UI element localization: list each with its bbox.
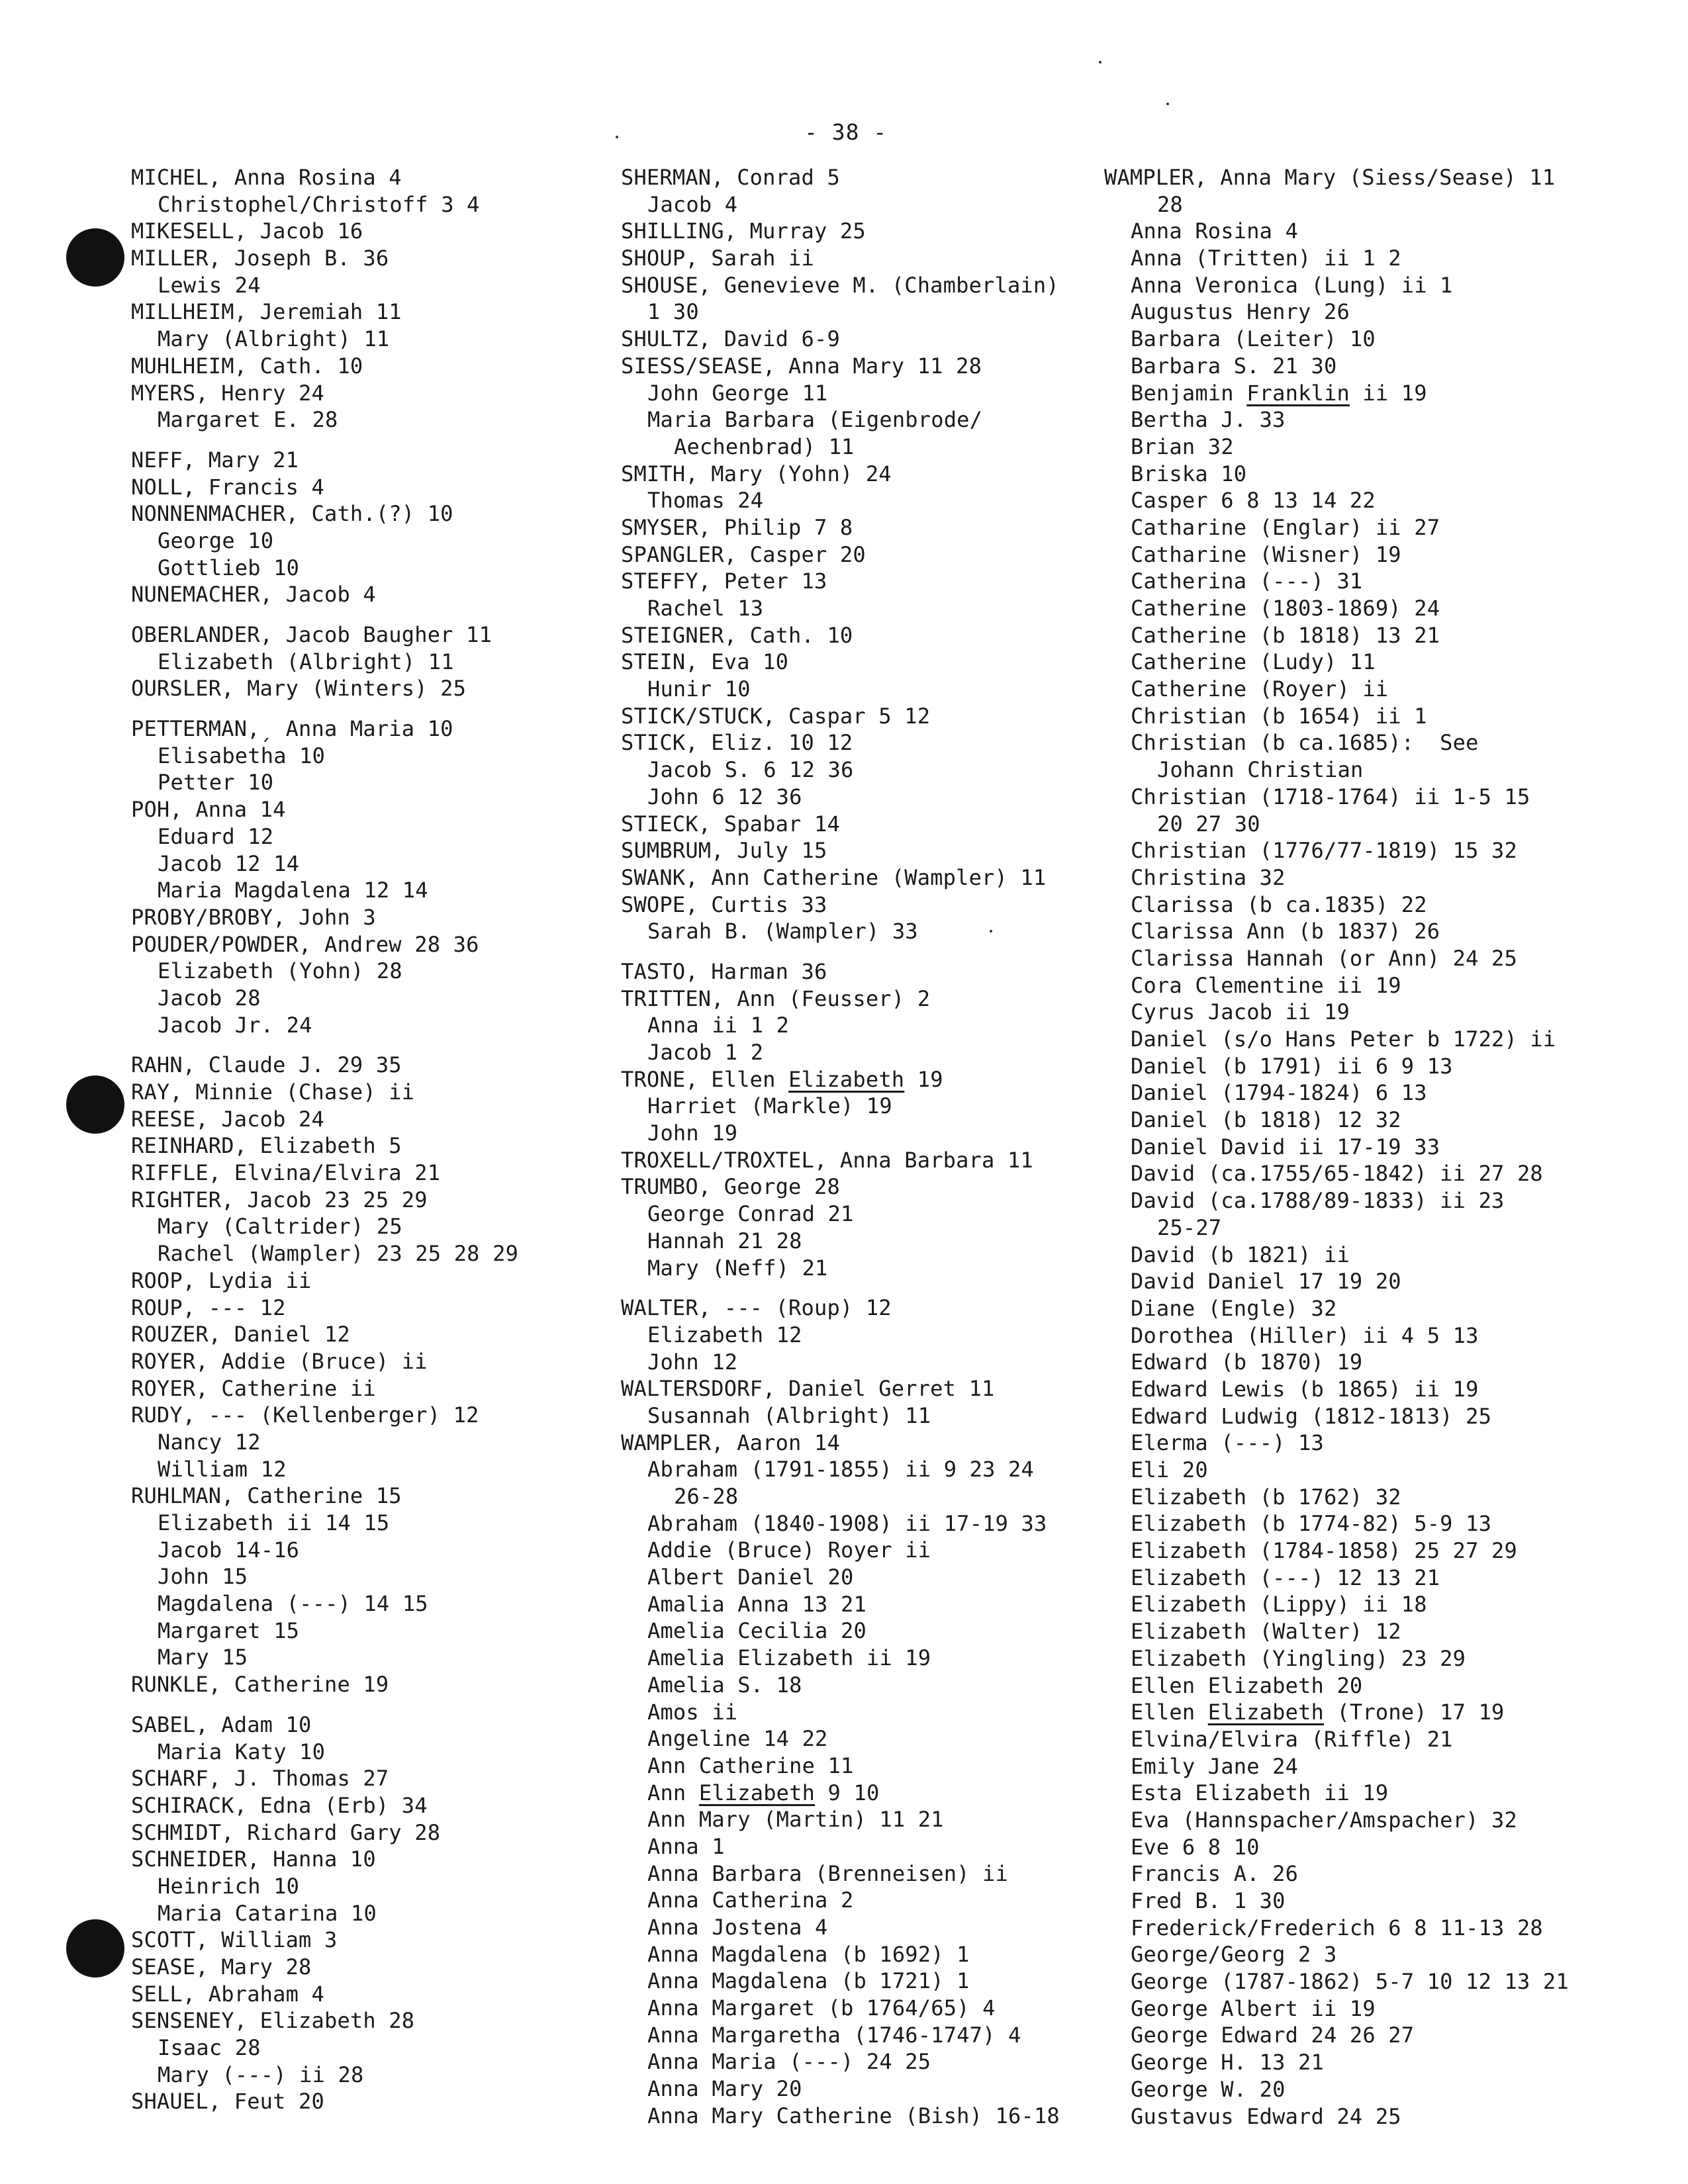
index-subentry: Elizabeth ii 14 15 [158, 1510, 390, 1535]
index-entry: TASTO, Harman 36 [621, 958, 827, 984]
index-subentry: Addie (Bruce) Royer ii [647, 1537, 931, 1563]
index-subentry: Catherine (Royer) ii [1131, 676, 1389, 702]
index-subentry: Christian (1718-1764) ii 1-5 15 [1131, 784, 1530, 809]
index-subentry: Gottlieb 10 [158, 555, 300, 580]
index-subentry: Ann Catherine 11 [647, 1752, 854, 1778]
index-subentry: Nancy 12 [158, 1429, 261, 1455]
index-subentry: Christian (b ca.1685): See [1131, 730, 1479, 756]
index-subentry: Clarissa Hannah (or Ann) 24 25 [1131, 945, 1517, 971]
index-entry: SHILLING, Murray 25 [621, 218, 866, 244]
index-subentry: George 10 [158, 527, 274, 553]
index-subentry: Jacob 28 [158, 985, 261, 1011]
index-subentry: 28 [1157, 191, 1183, 217]
index-entry: SABEL, Adam 10 [131, 1711, 312, 1737]
index-entry: STEIGNER, Cath. 10 [621, 622, 853, 648]
index-subentry: John 19 [647, 1120, 738, 1146]
index-subentry: Elisabetha 10 [158, 743, 326, 768]
index-subentry: Angeline 14 22 [647, 1726, 828, 1752]
index-entry: SHERMAN, Conrad 5 [621, 165, 840, 190]
index-subentry: Anna Maria (---) 24 25 [647, 2049, 931, 2075]
index-subentry: Eva (Hannspacher/Amspacher) 32 [1131, 1807, 1517, 1833]
index-entry: SENSENEY, Elizabeth 28 [131, 2008, 415, 2034]
index-subentry: Anna Veronica (Lung) ii 1 [1131, 272, 1453, 298]
index-subentry: John 15 [158, 1564, 248, 1590]
index-entry: WAMPLER, Anna Mary (Siess/Sease) 11 [1104, 165, 1556, 190]
index-subentry: 26-28 [674, 1484, 739, 1509]
index-subentry: Anna Catherina 2 [647, 1888, 854, 1913]
index-entry: SHULTZ, David 6-9 [621, 326, 840, 352]
index-entry: MILLHEIM, Jeremiah 11 [131, 299, 402, 325]
index-subentry: Barbara (Leiter) 10 [1131, 326, 1376, 352]
index-subentry: Anna Magdalena (b 1721) 1 [647, 1968, 970, 1994]
index-subentry: Mary (Caltrider) 25 [158, 1214, 402, 1240]
index-subentry: Daniel (s/o Hans Peter b 1722) ii [1131, 1026, 1556, 1052]
index-entry: ROYER, Catherine ii [131, 1375, 376, 1401]
index-subentry: Anna Barbara (Brenneisen) ii [647, 1860, 1009, 1886]
index-subentry: Heinrich 10 [158, 1873, 300, 1899]
index-entry: NOLL, Francis 4 [131, 474, 324, 500]
index-entry: WALTERSDORF, Daniel Gerret 11 [621, 1376, 995, 1402]
index-subentry: Frederick/Frederich 6 8 11-13 28 [1131, 1915, 1543, 1940]
index-entry: STEIN, Eva 10 [621, 649, 789, 675]
index-subentry: Catherine (b 1818) 13 21 [1131, 622, 1440, 648]
index-entry: RUDY, --- (Kellenberger) 12 [131, 1402, 479, 1428]
index-subentry: Mary (---) ii 28 [158, 2062, 364, 2087]
index-subentry: Lewis 24 [158, 272, 261, 298]
index-subentry: Daniel (b 1818) 12 32 [1131, 1107, 1401, 1133]
index-entry: SUMBRUM, July 15 [621, 838, 827, 864]
index-subentry: Elizabeth (Lippy) ii 18 [1131, 1592, 1427, 1617]
index-entry: RUHLMAN, Catherine 15 [131, 1483, 402, 1509]
index-entry: TRUMBO, George 28 [621, 1174, 840, 1200]
index-subentry: David Daniel 17 19 20 [1131, 1269, 1401, 1295]
index-entry: NONNENMACHER, Cath.(?) 10 [131, 501, 453, 527]
index-column-middle [621, 164, 1084, 2130]
index-subentry: Elizabeth (Yingling) 23 29 [1131, 1645, 1466, 1671]
index-subentry: Ellen Elizabeth 20 [1131, 1672, 1363, 1698]
index-subentry: Sarah B. (Wampler) 33 [647, 919, 918, 944]
index-subentry: Anna Jostena 4 [647, 1915, 828, 1940]
index-subentry: Catherine (Ludy) 11 [1131, 649, 1376, 675]
index-subentry: Anna ii 1 2 [647, 1013, 790, 1038]
index-subentry: Benjamin Franklin ii 19 [1131, 380, 1427, 406]
section-gap [131, 1038, 594, 1052]
index-subentry: Anna (Tritten) ii 1 2 [1131, 246, 1401, 271]
index-subentry: David (ca.1755/65-1842) ii 27 28 [1131, 1161, 1543, 1187]
index-entry: SEASE, Mary 28 [131, 1954, 312, 1979]
index-subentry: Mary (Albright) 11 [158, 326, 390, 352]
index-subentry: Ann Mary (Martin) 11 21 [647, 1807, 944, 1833]
index-subentry: Elizabeth (1784-1858) 25 27 29 [1131, 1538, 1517, 1564]
index-entry: TRONE, Ellen Elizabeth 19 [621, 1066, 943, 1092]
index-entry: MILLER, Joseph B. 36 [131, 246, 389, 271]
index-subentry: David (b 1821) ii [1131, 1242, 1350, 1267]
index-subentry: Christophel/Christoff 3 4 [158, 191, 480, 217]
index-subentry: Hunir 10 [647, 676, 751, 702]
index-subentry: David (ca.1788/89-1833) ii 23 [1131, 1188, 1505, 1214]
underlined-name: Franklin [1246, 380, 1350, 406]
index-subentry: Rachel 13 [647, 596, 764, 621]
index-entry: SCHARF, J. Thomas 27 [131, 1766, 389, 1792]
binder-hole [66, 1075, 124, 1134]
index-subentry: Eve 6 8 10 [1131, 1834, 1260, 1860]
index-subentry: Daniel David ii 17-19 33 [1131, 1134, 1440, 1160]
index-entry: STEFFY, Peter 13 [621, 569, 827, 594]
page-number: - 38 - [804, 119, 888, 145]
index-entry: SELL, Abraham 4 [131, 1981, 324, 2007]
index-subentry: Mary 15 [158, 1645, 248, 1670]
index-subentry: Brian 32 [1131, 433, 1234, 459]
index-subentry: Briska 10 [1131, 461, 1247, 486]
index-subentry: Anna Margaret (b 1764/65) 4 [647, 1995, 996, 2021]
index-subentry: Amos ii [647, 1699, 738, 1725]
index-subentry: Anna Rosina 4 [1131, 218, 1299, 244]
index-subentry: Rachel (Wampler) 23 25 28 29 [158, 1241, 519, 1267]
index-subentry: John 6 12 36 [647, 784, 802, 809]
index-entry: PROBY/BROBY, John 3 [131, 904, 376, 930]
index-subentry: Elizabeth 12 [647, 1322, 802, 1347]
index-subentry: Cyrus Jacob ii 19 [1131, 999, 1350, 1025]
index-subentry: Anna 1 [647, 1833, 725, 1859]
index-subentry: Diane (Engle) 32 [1131, 1295, 1337, 1321]
index-subentry: Barbara S. 21 30 [1131, 353, 1337, 379]
index-subentry: Anna Mary Catherine (Bish) 16-18 [647, 2103, 1060, 2128]
index-entry: SCHIRACK, Edna (Erb) 34 [131, 1792, 428, 1818]
section-gap [131, 702, 594, 715]
index-entry: RIFFLE, Elvina/Elvira 21 [131, 1160, 441, 1186]
index-entry: MYERS, Henry 24 [131, 380, 324, 406]
index-subentry: Catherina (---) 31 [1131, 569, 1363, 594]
index-entry: OBERLANDER, Jacob Baugher 11 [131, 622, 492, 647]
index-subentry: Jacob 4 [647, 191, 738, 217]
index-subentry: Jacob Jr. 24 [158, 1012, 312, 1038]
index-subentry: Dorothea (Hiller) ii 4 5 13 [1131, 1322, 1479, 1348]
index-entry: PETTERMAN,ˏ Anna Maria 10 [131, 716, 453, 742]
index-subentry: Magdalena (---) 14 15 [158, 1591, 428, 1617]
index-subentry: George W. 20 [1131, 2076, 1286, 2102]
index-subentry: George Conrad 21 [647, 1201, 854, 1227]
index-entry: WAMPLER, Aaron 14 [621, 1430, 840, 1455]
index-column-left [131, 164, 594, 2115]
index-subentry: Clarissa Ann (b 1837) 26 [1131, 919, 1440, 944]
scan-speck [1099, 61, 1102, 64]
index-subentry: William 12 [158, 1456, 287, 1482]
index-subentry: Jacob 14-16 [158, 1537, 300, 1563]
index-subentry: Abraham (1791-1855) ii 9 23 24 [647, 1457, 1034, 1482]
index-subentry: Maria Catarina 10 [158, 1900, 377, 1926]
index-subentry: Aechenbrad) 11 [674, 433, 855, 459]
index-entry: RAY, Minnie (Chase) ii [131, 1079, 415, 1105]
index-entry: STICK, Eliz. 10 12 [621, 730, 853, 756]
index-subentry: Isaac 28 [158, 2035, 261, 2061]
index-entry: NEFF, Mary 21 [131, 447, 299, 473]
scan-speck [1166, 103, 1169, 105]
index-subentry: George Albert ii 19 [1131, 1995, 1376, 2021]
index-subentry: Margaret E. 28 [158, 407, 338, 433]
index-subentry: George/Georg 2 3 [1131, 1942, 1337, 1968]
index-subentry: Christian (1776/77-1819) 15 32 [1131, 838, 1517, 864]
index-subentry: Eduard 12 [158, 823, 274, 849]
index-entry: ROUP, --- 12 [131, 1295, 286, 1320]
index-subentry: Johann Christian [1157, 757, 1364, 783]
index-subentry: Margaret 15 [158, 1617, 300, 1643]
index-subentry: Catharine (Wisner) 19 [1131, 541, 1401, 567]
index-entry: SWANK, Ann Catherine (Wampler) 11 [621, 864, 1047, 890]
index-subentry: Hannah 21 28 [647, 1228, 802, 1253]
index-subentry: John George 11 [647, 380, 828, 406]
index-subentry: Amelia S. 18 [647, 1672, 802, 1698]
index-subentry: Catharine (Englar) ii 27 [1131, 514, 1440, 540]
index-subentry: Amelia Elizabeth ii 19 [647, 1645, 931, 1671]
index-entry: SHOUP, Sarah ii [621, 246, 814, 271]
index-subentry: Petter 10 [158, 770, 274, 796]
underlined-name: Elizabeth [1207, 1700, 1324, 1725]
index-subentry: Elizabeth (Walter) 12 [1131, 1619, 1401, 1645]
index-subentry: Eli 20 [1131, 1457, 1208, 1482]
index-entry: TRITTEN, Ann (Feusser) 2 [621, 985, 931, 1011]
index-subentry: Daniel (1794-1824) 6 13 [1131, 1080, 1427, 1106]
index-entry: SPANGLER, Casper 20 [621, 541, 866, 567]
index-column-right [1104, 164, 1647, 2130]
index-subentry: Anna Magdalena (b 1692) 1 [647, 1941, 970, 1967]
index-entry: RAHN, Claude J. 29 35 [131, 1052, 402, 1078]
index-subentry: Catherine (1803-1869) 24 [1131, 596, 1440, 621]
index-subentry: Maria Barbara (Eigenbrode/ [647, 407, 983, 433]
index-entry: MICHEL, Anna Rosina 4 [131, 165, 402, 190]
index-subentry: John 12 [647, 1349, 738, 1375]
index-entry: TROXELL/TROXTEL, Anna Barbara 11 [621, 1147, 1033, 1173]
index-subentry: Ann Elizabeth 9 10 [647, 1780, 880, 1805]
index-entry: ROUZER, Daniel 12 [131, 1322, 350, 1347]
index-entry: POUDER/POWDER, Andrew 28 36 [131, 931, 479, 957]
index-subentry: Mary (Neff) 21 [647, 1255, 828, 1281]
index-subentry: Albert Daniel 20 [647, 1565, 854, 1590]
binder-hole [66, 228, 124, 287]
index-entry: RIGHTER, Jacob 23 25 29 [131, 1187, 428, 1212]
index-entry: POH, Anna 14 [131, 797, 286, 823]
index-subentry: Clarissa (b ca.1835) 22 [1131, 891, 1427, 917]
index-subentry: Elvina/Elvira (Riffle) 21 [1131, 1726, 1453, 1752]
index-subentry: Cora Clementine ii 19 [1131, 972, 1401, 998]
index-subentry: Edward Lewis (b 1865) ii 19 [1131, 1376, 1479, 1402]
index-entry: STIECK, Spabar 14 [621, 811, 840, 837]
index-subentry: George Edward 24 26 27 [1131, 2023, 1415, 2048]
index-entry: REINHARD, Elizabeth 5 [131, 1133, 402, 1159]
index-subentry: Augustus Henry 26 [1131, 299, 1350, 325]
underlined-name: Elizabeth [788, 1066, 905, 1092]
index-subentry: Susannah (Albright) 11 [647, 1402, 931, 1428]
index-subentry: George (1787-1862) 5-7 10 12 13 21 [1131, 1969, 1569, 1995]
index-subentry: Jacob 12 14 [158, 850, 300, 876]
index-subentry: Ellen Elizabeth (Trone) 17 19 [1131, 1700, 1505, 1725]
section-gap [621, 945, 1084, 958]
index-subentry: Amalia Anna 13 21 [647, 1591, 867, 1617]
index-entry: ROOP, Lydia ii [131, 1267, 312, 1293]
index-entry: SMYSER, Philip 7 8 [621, 514, 853, 540]
index-subentry: Emily Jane 24 [1131, 1753, 1299, 1779]
index-entry: SWOPE, Curtis 33 [621, 891, 827, 917]
scan-speck [616, 136, 618, 138]
index-subentry: Edward Ludwig (1812-1813) 25 [1131, 1403, 1492, 1429]
index-entry: SCOTT, William 3 [131, 1927, 338, 1953]
index-subentry: Elizabeth (b 1774-82) 5-9 13 [1131, 1511, 1492, 1537]
index-subentry: Jacob 1 2 [647, 1040, 764, 1065]
index-subentry: Harriet (Markle) 19 [647, 1093, 892, 1119]
index-subentry: Amelia Cecilia 20 [647, 1618, 867, 1644]
index-subentry: Christian (b 1654) ii 1 [1131, 703, 1427, 729]
section-gap [131, 608, 594, 621]
index-subentry: Esta Elizabeth ii 19 [1131, 1780, 1389, 1806]
section-gap [131, 433, 594, 447]
index-subentry: Thomas 24 [647, 488, 764, 514]
index-entry: MUHLHEIM, Cath. 10 [131, 353, 363, 379]
index-subentry: Daniel (b 1791) ii 6 9 13 [1131, 1053, 1453, 1079]
index-subentry: Gustavus Edward 24 25 [1131, 2103, 1401, 2129]
index-entry: SCHNEIDER, Hanna 10 [131, 1846, 376, 1872]
index-subentry: George H. 13 21 [1131, 2050, 1324, 2075]
index-subentry: Elizabeth (---) 12 13 21 [1131, 1565, 1440, 1590]
index-entry: SHOUSE, Genevieve M. (Chamberlain) [621, 272, 1059, 298]
index-subentry: Anna Mary 20 [647, 2076, 802, 2102]
index-subentry: Christina 32 [1131, 864, 1286, 890]
index-subentry: Bertha J. 33 [1131, 407, 1286, 433]
index-subentry: 25-27 [1157, 1214, 1222, 1240]
index-entry: SIESS/SEASE, Anna Mary 11 28 [621, 353, 982, 379]
index-subentry: Maria Magdalena 12 14 [158, 878, 428, 903]
index-subentry: Elizabeth (b 1762) 32 [1131, 1484, 1401, 1510]
index-subentry: Elizabeth (Albright) 11 [158, 649, 454, 674]
index-subentry: 1 30 [647, 299, 699, 325]
index-subentry: Elerma (---) 13 [1131, 1430, 1324, 1456]
section-gap [131, 1698, 594, 1711]
index-subentry: Jacob S. 6 12 36 [647, 757, 854, 783]
index-subentry: 20 27 30 [1157, 811, 1260, 837]
index-entry: RUNKLE, Catherine 19 [131, 1672, 389, 1698]
index-entry: WALTER, --- (Roup) 12 [621, 1295, 892, 1321]
index-entry: REESE, Jacob 24 [131, 1106, 324, 1132]
index-subentry: Abraham (1840-1908) ii 17-19 33 [647, 1510, 1047, 1536]
section-gap [621, 1281, 1084, 1295]
index-subentry: Elizabeth (Yohn) 28 [158, 958, 402, 984]
index-entry: OURSLER, Mary (Winters) 25 [131, 676, 467, 702]
index-entry: SMITH, Mary (Yohn) 24 [621, 461, 892, 486]
index-entry: SCHMIDT, Richard Gary 28 [131, 1819, 441, 1845]
index-subentry: Fred B. 1 30 [1131, 1888, 1286, 1913]
index-entry: STICK/STUCK, Caspar 5 12 [621, 703, 931, 729]
underlined-name: Elizabeth [698, 1780, 816, 1805]
index-subentry: Anna Margaretha (1746-1747) 4 [647, 2022, 1021, 2048]
index-entry: MIKESELL, Jacob 16 [131, 218, 363, 244]
binder-hole [66, 1919, 124, 1978]
index-entry: SHAUEL, Feut 20 [131, 2089, 324, 2115]
index-subentry: Edward (b 1870) 19 [1131, 1349, 1363, 1375]
index-subentry: Casper 6 8 13 14 22 [1131, 488, 1376, 514]
index-entry: NUNEMACHER, Jacob 4 [131, 582, 376, 608]
index-subentry: Francis A. 26 [1131, 1861, 1299, 1887]
index-subentry: Maria Katy 10 [158, 1739, 326, 1764]
index-entry: ROYER, Addie (Bruce) ii [131, 1348, 428, 1374]
